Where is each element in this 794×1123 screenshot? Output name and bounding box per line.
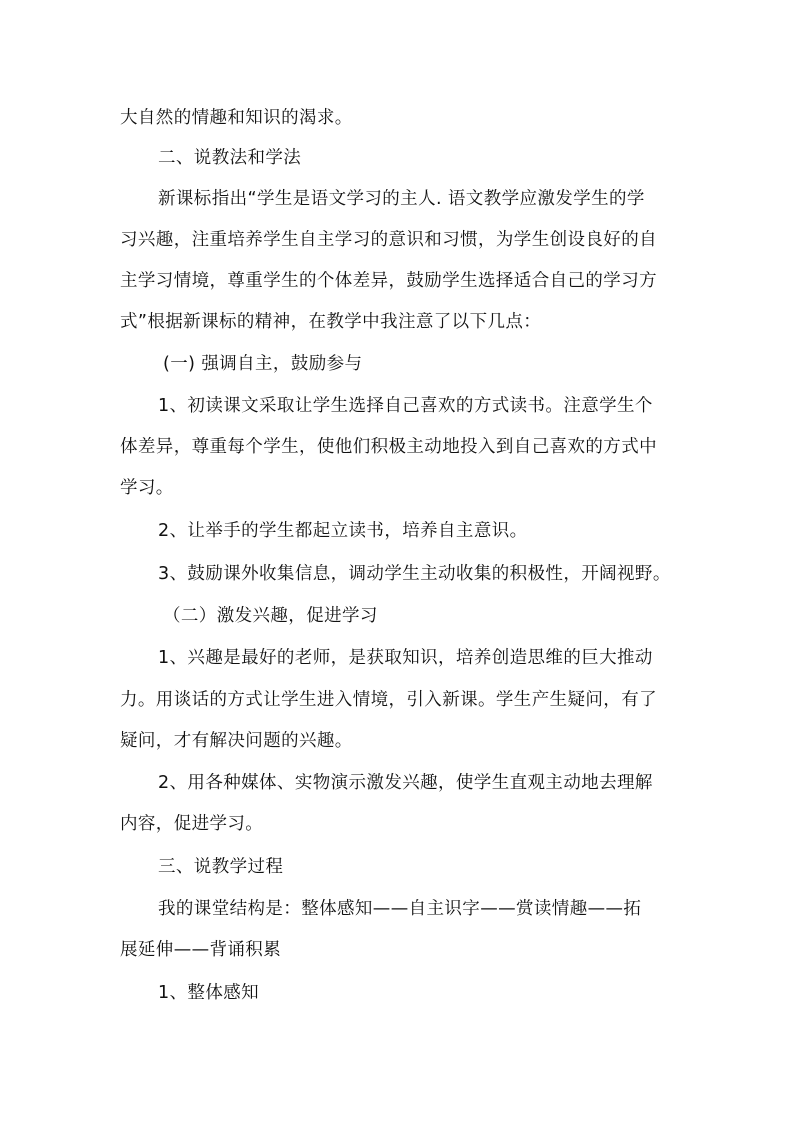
list-item-line: 内容，促进学习。: [120, 814, 264, 834]
paragraph-line: 我的课堂结构是：整体感知——自主识字——赏读情趣——拓: [158, 899, 642, 919]
section-heading: 二、说教法和学法: [158, 148, 302, 168]
subsection-heading: (一) 强调自主，鼓励参与: [163, 354, 363, 374]
paragraph-line: 展延伸——背诵积累: [120, 940, 282, 960]
list-item-line: 2、用各种媒体、实物演示激发兴趣，使学生直观主动地去理解: [158, 773, 653, 793]
list-item-line: 1、兴趣是最好的老师，是获取知识，培养创造思维的巨大推动: [158, 648, 653, 668]
paragraph-line: 式”根据新课标的精神，在教学中我注意了以下几点：: [120, 312, 542, 332]
list-item-line: 1、初读课文采取让学生选择自己喜欢的方式读书。注意学生个: [158, 396, 653, 416]
list-item-line: 1、整体感知: [158, 983, 260, 1003]
list-item-line: 3、鼓励课外收集信息，调动学生主动收集的积极性，开阔视野。: [158, 564, 671, 584]
subsection-heading: （二）激发兴趣，促进学习: [163, 606, 378, 626]
list-item-line: 2、让举手的学生都起立读书，培养自主意识。: [158, 521, 528, 541]
list-item-line: 力。用谈话的方式让学生进入情境，引入新课。学生产生疑问，有了: [120, 690, 657, 710]
paragraph-line: 新课标指出“学生是语文学习的主人. 语文教学应激发学生的学: [158, 189, 645, 209]
paragraph-line: 主学习情境，尊重学生的个体差异，鼓励学生选择适合自己的学习方: [120, 271, 657, 291]
section-heading: 三、说教学过程: [158, 857, 284, 877]
paragraph-line: 习兴趣，注重培养学生自主学习的意识和习惯，为学生创设良好的自: [120, 230, 657, 250]
list-item-line: 疑问，才有解决问题的兴趣。: [120, 731, 353, 751]
list-item-line: 体差异，尊重每个学生，使他们积极主动地投入到自己喜欢的方式中: [120, 437, 657, 457]
list-item-line: 学习。: [120, 478, 174, 498]
paragraph-line: 大自然的情趣和知识的渴求。: [120, 108, 353, 128]
